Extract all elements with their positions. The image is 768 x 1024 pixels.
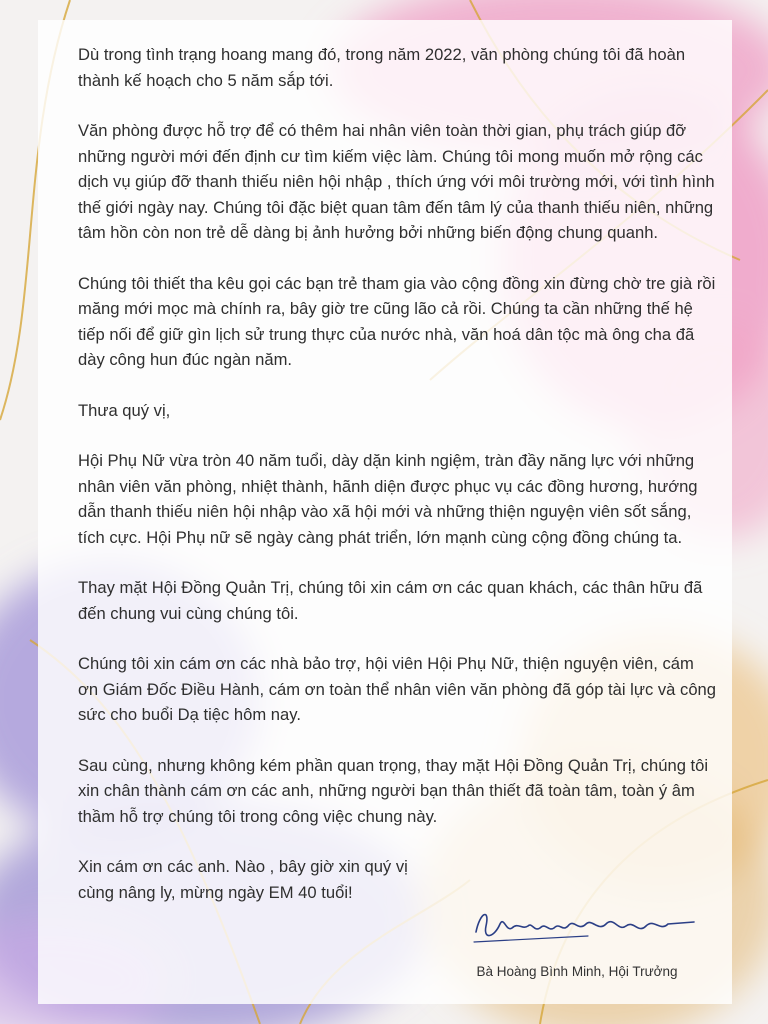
paragraph-plan-2022: Dù trong tình trạng hoang mang đó, trong năm 2022, văn phòng chúng tôi đã hoàn thành kế hoạch cho 5 năm sắp tới. — [78, 45, 686, 90]
paragraph-thanks-guests: Thay mặt Hội Đồng Quản Trị, chúng tôi xin cám ơn các quan khách, các thân hữu đã đến chung vui cùng chúng tôi. — [78, 578, 703, 623]
paragraph-salutation: Thưa quý vị, — [78, 400, 171, 420]
paragraph-office-support: Văn phòng được hỗ trợ để có thêm hai nhân viên toàn thời gian, phụ trách giúp đỡ những người mới đến định cư tìm kiếm việc làm. Chúng tôi mong muốn mở rộng các dịch vụ giúp đỡ thanh thiếu niên hội nhập , thích ứng với môi trường mới, với tình hình thế giới ngày nay. Chúng tôi đặc biệt quan tâm đến tâm lý của thanh thiếu niên, những tâm hồn còn non trẻ dễ dàng bị ảnh hưởng bởi những biến động chung quanh. — [78, 121, 715, 242]
paragraph-association-40-years: Hội Phụ Nữ vừa tròn 40 năm tuổi, dày dặn kinh ngiệm, tràn đầy năng lực với những nhân viên văn phòng, nhiệt thành, hãnh diện được phục vụ các đồng hương, hướng dẫn thanh thiếu niên hội nhập vào xã hội mới và những thiện nguyện viên sốt sắng, tích cực. Hội Phụ nữ sẽ ngày càng phát triển, lớn mạnh cùng cộng đồng chúng ta. — [78, 451, 698, 547]
paragraph-closing-toast: Xin cám ơn các anh. Nào , bây giờ xin quý vị cùng nâng ly, mừng ngày EM 40 tuổi! — [78, 857, 408, 902]
signer-name: Bà Hoàng Bình Minh, Hội Trưởng — [476, 964, 678, 979]
handwritten-signature — [468, 902, 700, 948]
paragraph-thanks-friends: Sau cùng, nhưng không kém phần quan trọng, thay mặt Hội Đồng Quản Trị, chúng tôi xin chân thành cám ơn các anh, những người bạn thân thiết đã toàn tâm, toàn ý âm thầm hỗ trợ chúng tôi trong công việc chung này. — [78, 755, 709, 826]
letter-body — [78, 42, 718, 905]
paragraph-thanks-sponsors: Chúng tôi xin cám ơn các nhà bảo trợ, hội viên Hội Phụ Nữ, thiện nguyện viên, cám ơn Giám Đốc Điều Hành, cám ơn toàn thể nhân viên văn phòng đã góp tài lực và công sức cho buổi Dạ tiệc hôm nay. — [78, 654, 717, 724]
paragraph-youth-call: Chúng tôi thiết tha kêu gọi các bạn trẻ tham gia vào cộng đồng xin đừng chờ tre già rồi măng mới mọc mà chính ra, bây giờ tre cũng lão cả rồi. Chúng ta cần những thế hệ tiếp nối để giữ gìn lịch sử trung thực của nước nhà, văn hoá dân tộc mà ông cha đã dày công hun đúc ngàn năm. — [78, 273, 716, 369]
